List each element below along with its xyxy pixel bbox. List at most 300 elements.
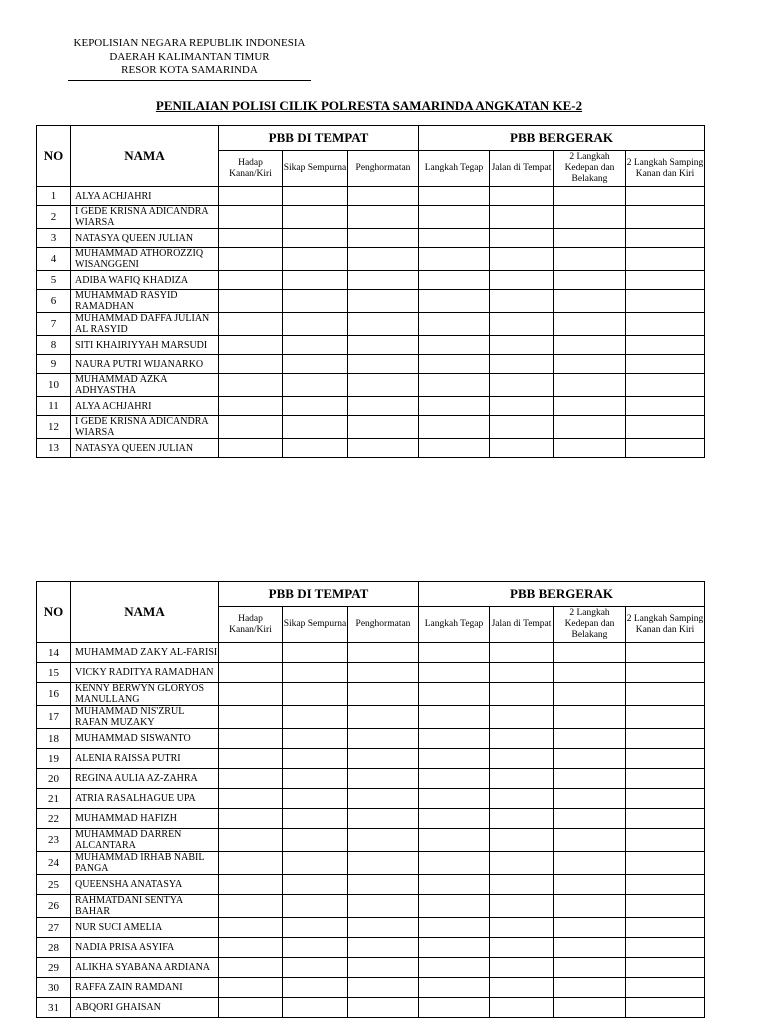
score-cell[interactable] — [554, 683, 626, 706]
score-cell[interactable] — [626, 683, 705, 706]
score-cell[interactable] — [490, 206, 554, 229]
score-cell[interactable] — [283, 683, 348, 706]
table-row — [37, 809, 705, 829]
score-cell[interactable] — [283, 769, 348, 789]
score-cell[interactable] — [554, 809, 626, 829]
score-cell[interactable] — [348, 749, 419, 769]
group-header-pbb-di-tempat: PBB DI TEMPAT — [219, 582, 419, 607]
table-row — [37, 852, 705, 875]
score-cell[interactable] — [348, 875, 419, 895]
score-cell[interactable] — [283, 313, 348, 336]
score-cell[interactable] — [626, 829, 705, 852]
score-cell[interactable] — [554, 643, 626, 663]
score-cell[interactable] — [283, 852, 348, 875]
score-cell[interactable] — [283, 958, 348, 978]
row-number: 29 — [37, 958, 71, 978]
score-cell[interactable] — [219, 749, 283, 769]
score-cell[interactable] — [348, 895, 419, 918]
row-number: 3 — [37, 229, 71, 248]
score-cell[interactable] — [283, 271, 348, 290]
score-cell[interactable] — [283, 206, 348, 229]
score-cell[interactable] — [490, 271, 554, 290]
row-number: 28 — [37, 938, 71, 958]
score-cell[interactable] — [283, 248, 348, 271]
row-number: 24 — [37, 852, 71, 875]
student-name: ABQORI GHAISAN — [71, 998, 219, 1018]
score-cell[interactable] — [626, 769, 705, 789]
score-cell[interactable] — [554, 229, 626, 248]
score-cell[interactable] — [490, 683, 554, 706]
subheader-langkah-tegap: Langkah Tegap — [419, 607, 490, 643]
score-cell[interactable] — [219, 439, 283, 458]
score-cell[interactable] — [219, 248, 283, 271]
score-cell[interactable] — [219, 978, 283, 998]
score-cell[interactable] — [554, 355, 626, 374]
score-cell[interactable] — [283, 829, 348, 852]
score-cell[interactable] — [419, 809, 490, 829]
subheader-sikap-sempurna: Sikap Sempurna — [283, 151, 348, 187]
score-cell[interactable] — [490, 938, 554, 958]
student-name: MUHAMMAD HAFIZH — [71, 809, 219, 829]
score-cell[interactable] — [626, 895, 705, 918]
score-cell[interactable] — [419, 397, 490, 416]
score-cell[interactable] — [219, 271, 283, 290]
score-cell[interactable] — [626, 336, 705, 355]
row-number: 4 — [37, 248, 71, 271]
score-cell[interactable] — [419, 895, 490, 918]
score-cell[interactable] — [219, 206, 283, 229]
score-cell[interactable] — [219, 706, 283, 729]
letterhead-line-1: KEPOLISIAN NEGARA REPUBLIK INDONESIA — [73, 37, 306, 49]
score-cell[interactable] — [554, 374, 626, 397]
row-number: 11 — [37, 397, 71, 416]
score-cell[interactable] — [219, 789, 283, 809]
student-name: NAURA PUTRI WIJANARKO — [71, 355, 219, 374]
row-number: 5 — [37, 271, 71, 290]
score-cell[interactable] — [554, 829, 626, 852]
score-cell[interactable] — [626, 643, 705, 663]
score-cell[interactable] — [348, 829, 419, 852]
score-cell[interactable] — [626, 313, 705, 336]
score-cell[interactable] — [419, 875, 490, 895]
score-cell[interactable] — [219, 809, 283, 829]
score-cell[interactable] — [490, 789, 554, 809]
score-cell[interactable] — [626, 416, 705, 439]
score-cell[interactable] — [626, 374, 705, 397]
score-cell[interactable] — [283, 290, 348, 313]
student-name: ALIKHA SYABANA ARDIANA — [71, 958, 219, 978]
student-name: MUHAMMAD ZAKY AL-FARISI — [71, 643, 219, 663]
score-cell[interactable] — [419, 769, 490, 789]
score-cell[interactable] — [419, 938, 490, 958]
score-cell[interactable] — [490, 663, 554, 683]
letterhead-line-2: DAERAH KALIMANTAN TIMUR — [109, 50, 270, 63]
score-cell[interactable] — [219, 229, 283, 248]
score-cell[interactable] — [626, 918, 705, 938]
score-cell[interactable] — [219, 290, 283, 313]
score-cell[interactable] — [348, 271, 419, 290]
score-cell[interactable] — [490, 416, 554, 439]
row-number: 8 — [37, 336, 71, 355]
score-cell[interactable] — [348, 663, 419, 683]
score-cell[interactable] — [554, 978, 626, 998]
score-cell[interactable] — [554, 749, 626, 769]
student-name: ATRIA RASALHAGUE UPA — [71, 789, 219, 809]
student-name: VICKY RADITYA RAMADHAN — [71, 663, 219, 683]
score-cell[interactable] — [419, 643, 490, 663]
score-cell[interactable] — [283, 187, 348, 206]
score-cell[interactable] — [283, 729, 348, 749]
score-cell[interactable] — [419, 729, 490, 749]
score-cell[interactable] — [490, 958, 554, 978]
score-cell[interactable] — [348, 852, 419, 875]
row-number: 27 — [37, 918, 71, 938]
score-cell[interactable] — [490, 809, 554, 829]
score-cell[interactable] — [419, 958, 490, 978]
score-cell[interactable] — [283, 397, 348, 416]
score-cell[interactable] — [419, 829, 490, 852]
score-cell[interactable] — [283, 938, 348, 958]
subheader-jalan-di-tempat: Jalan di Tempat — [490, 151, 554, 187]
student-name: I GEDE KRISNA ADICANDRA WIARSA — [71, 206, 219, 229]
score-cell[interactable] — [490, 187, 554, 206]
score-cell[interactable] — [554, 852, 626, 875]
score-cell[interactable] — [626, 248, 705, 271]
score-cell[interactable] — [554, 290, 626, 313]
score-cell[interactable] — [419, 749, 490, 769]
score-cell[interactable] — [490, 229, 554, 248]
subheader-2-langkah-samping: 2 Langkah Samping Kanan dan Kiri — [626, 151, 705, 187]
student-name: KENNY BERWYN GLORYOS MANULLANG — [71, 683, 219, 706]
score-cell[interactable] — [419, 439, 490, 458]
score-cell[interactable] — [283, 998, 348, 1018]
score-cell[interactable] — [419, 789, 490, 809]
score-cell[interactable] — [626, 852, 705, 875]
score-cell[interactable] — [348, 290, 419, 313]
score-cell[interactable] — [419, 852, 490, 875]
table-row — [37, 397, 705, 416]
table-row — [37, 663, 705, 683]
score-cell[interactable] — [219, 683, 283, 706]
score-cell[interactable] — [626, 809, 705, 829]
score-cell[interactable] — [219, 187, 283, 206]
score-cell[interactable] — [283, 336, 348, 355]
score-cell[interactable] — [419, 998, 490, 1018]
score-cell[interactable] — [419, 706, 490, 729]
row-number: 9 — [37, 355, 71, 374]
row-number: 26 — [37, 895, 71, 918]
score-cell[interactable] — [490, 769, 554, 789]
score-cell[interactable] — [219, 374, 283, 397]
student-name: QUEENSHA ANATASYA — [71, 875, 219, 895]
score-cell[interactable] — [219, 829, 283, 852]
score-cell[interactable] — [626, 439, 705, 458]
score-cell[interactable] — [219, 958, 283, 978]
score-cell[interactable] — [348, 206, 419, 229]
score-cell[interactable] — [348, 769, 419, 789]
score-cell[interactable] — [283, 978, 348, 998]
group-header-pbb-bergerak: PBB BERGERAK — [419, 582, 705, 607]
score-cell[interactable] — [283, 416, 348, 439]
table-row — [37, 958, 705, 978]
score-cell[interactable] — [490, 313, 554, 336]
row-number: 20 — [37, 769, 71, 789]
student-name: NATASYA QUEEN JULIAN — [71, 439, 219, 458]
student-name: ALYA ACHJAHRI — [71, 397, 219, 416]
score-cell[interactable] — [219, 895, 283, 918]
score-cell[interactable] — [348, 809, 419, 829]
score-cell[interactable] — [626, 663, 705, 683]
score-cell[interactable] — [348, 313, 419, 336]
score-cell[interactable] — [348, 998, 419, 1018]
score-cell[interactable] — [490, 439, 554, 458]
score-cell[interactable] — [348, 918, 419, 938]
score-cell[interactable] — [419, 206, 490, 229]
score-cell[interactable] — [283, 374, 348, 397]
score-cell[interactable] — [283, 895, 348, 918]
score-cell[interactable] — [554, 663, 626, 683]
score-cell[interactable] — [626, 998, 705, 1018]
row-number: 22 — [37, 809, 71, 829]
table-row — [37, 938, 705, 958]
subheader-hadap-kanan-kiri: Hadap Kanan/Kiri — [219, 607, 283, 643]
score-cell[interactable] — [348, 374, 419, 397]
score-cell[interactable] — [219, 643, 283, 663]
score-cell[interactable] — [348, 248, 419, 271]
table-row — [37, 355, 705, 374]
document-title: PENILAIAN POLISI CILIK POLRESTA SAMARINDA ANGKATAN KE-2 — [155, 98, 583, 113]
score-cell[interactable] — [554, 895, 626, 918]
score-cell[interactable] — [348, 643, 419, 663]
table-row — [37, 978, 705, 998]
table-row — [37, 271, 705, 290]
row-number: 2 — [37, 206, 71, 229]
table-row — [37, 789, 705, 809]
subheader-sikap-sempurna: Sikap Sempurna — [283, 607, 348, 643]
score-cell[interactable] — [554, 439, 626, 458]
score-cell[interactable] — [348, 683, 419, 706]
score-cell[interactable] — [419, 918, 490, 938]
row-number: 7 — [37, 313, 71, 336]
student-name: ALYA ACHJAHRI — [71, 187, 219, 206]
score-cell[interactable] — [283, 749, 348, 769]
score-cell[interactable] — [348, 706, 419, 729]
score-cell[interactable] — [490, 290, 554, 313]
score-cell[interactable] — [219, 998, 283, 1018]
score-cell[interactable] — [283, 809, 348, 829]
score-cell[interactable] — [283, 918, 348, 938]
letterhead-line-3: RESOR KOTA SAMARINDA — [121, 64, 258, 76]
score-cell[interactable] — [219, 355, 283, 374]
student-name: NADIA PRISA ASYIFA — [71, 938, 219, 958]
score-cell[interactable] — [348, 958, 419, 978]
row-number: 30 — [37, 978, 71, 998]
score-cell[interactable] — [419, 663, 490, 683]
score-cell[interactable] — [283, 643, 348, 663]
score-cell[interactable] — [490, 729, 554, 749]
score-cell[interactable] — [626, 729, 705, 749]
table-row — [37, 683, 705, 706]
student-name: MUHAMMAD RASYID RAMADHAN — [71, 290, 219, 313]
score-cell[interactable] — [554, 706, 626, 729]
score-cell[interactable] — [554, 416, 626, 439]
score-cell[interactable] — [419, 313, 490, 336]
row-number: 21 — [37, 789, 71, 809]
score-cell[interactable] — [554, 998, 626, 1018]
score-cell[interactable] — [219, 918, 283, 938]
score-cell[interactable] — [490, 829, 554, 852]
score-cell[interactable] — [219, 336, 283, 355]
table-row — [37, 229, 705, 248]
score-cell[interactable] — [348, 355, 419, 374]
score-cell[interactable] — [490, 895, 554, 918]
score-cell[interactable] — [554, 938, 626, 958]
table-row — [37, 187, 705, 206]
score-cell[interactable] — [419, 416, 490, 439]
score-cell[interactable] — [554, 958, 626, 978]
score-cell[interactable] — [283, 439, 348, 458]
group-header-pbb-di-tempat: PBB DI TEMPAT — [219, 126, 419, 151]
table-row — [37, 769, 705, 789]
score-cell[interactable] — [490, 875, 554, 895]
table-row — [37, 998, 705, 1018]
subheader-hadap-kanan-kiri: Hadap Kanan/Kiri — [219, 151, 283, 187]
score-cell[interactable] — [626, 706, 705, 729]
score-cell[interactable] — [554, 248, 626, 271]
score-cell[interactable] — [490, 998, 554, 1018]
score-cell[interactable] — [626, 978, 705, 998]
subheader-2-langkah-kedepan-belakang: 2 Langkah Kedepan dan Belakang — [554, 151, 626, 187]
score-cell[interactable] — [554, 769, 626, 789]
student-name: MUHAMMAD DAFFA JULIAN AL RASYID — [71, 313, 219, 336]
score-cell[interactable] — [219, 729, 283, 749]
student-name: RAFFA ZAIN RAMDANI — [71, 978, 219, 998]
score-cell[interactable] — [626, 749, 705, 769]
score-cell[interactable] — [283, 229, 348, 248]
score-cell[interactable] — [626, 397, 705, 416]
score-cell[interactable] — [283, 706, 348, 729]
score-cell[interactable] — [348, 397, 419, 416]
score-cell[interactable] — [490, 248, 554, 271]
table-row — [37, 248, 705, 271]
score-cell[interactable] — [419, 271, 490, 290]
score-cell[interactable] — [626, 355, 705, 374]
student-name: MUHAMMAD NIS'ZRUL RAFAN MUZAKY — [71, 706, 219, 729]
score-cell[interactable] — [419, 336, 490, 355]
score-cell[interactable] — [219, 875, 283, 895]
score-cell[interactable] — [283, 789, 348, 809]
score-cell[interactable] — [419, 355, 490, 374]
row-number: 31 — [37, 998, 71, 1018]
score-cell[interactable] — [419, 248, 490, 271]
score-cell[interactable] — [490, 852, 554, 875]
score-cell[interactable] — [348, 416, 419, 439]
score-cell[interactable] — [554, 187, 626, 206]
score-cell[interactable] — [219, 769, 283, 789]
score-cell[interactable] — [490, 374, 554, 397]
score-cell[interactable] — [626, 187, 705, 206]
score-cell[interactable] — [419, 978, 490, 998]
score-cell[interactable] — [283, 875, 348, 895]
table-row — [37, 729, 705, 749]
score-cell[interactable] — [348, 938, 419, 958]
score-cell[interactable] — [626, 789, 705, 809]
score-cell[interactable] — [490, 978, 554, 998]
row-number: 15 — [37, 663, 71, 683]
row-number: 14 — [37, 643, 71, 663]
score-cell[interactable] — [348, 439, 419, 458]
score-cell[interactable] — [219, 663, 283, 683]
score-cell[interactable] — [348, 229, 419, 248]
row-number: 19 — [37, 749, 71, 769]
student-name: ADIBA WAFIQ KHADIZA — [71, 271, 219, 290]
row-number: 17 — [37, 706, 71, 729]
score-cell[interactable] — [283, 355, 348, 374]
score-cell[interactable] — [419, 374, 490, 397]
score-cell[interactable] — [419, 187, 490, 206]
score-cell[interactable] — [554, 336, 626, 355]
score-cell[interactable] — [219, 416, 283, 439]
score-cell[interactable] — [626, 271, 705, 290]
subheader-2-langkah-samping: 2 Langkah Samping Kanan dan Kiri — [626, 607, 705, 643]
score-cell[interactable] — [554, 271, 626, 290]
score-cell[interactable] — [626, 875, 705, 895]
score-cell[interactable] — [626, 290, 705, 313]
score-cell[interactable] — [348, 187, 419, 206]
score-cell[interactable] — [490, 355, 554, 374]
letterhead — [68, 37, 311, 81]
score-cell[interactable] — [554, 789, 626, 809]
score-cell[interactable] — [490, 918, 554, 938]
score-cell[interactable] — [626, 938, 705, 958]
score-cell[interactable] — [490, 749, 554, 769]
score-cell[interactable] — [554, 397, 626, 416]
student-name: MUHAMMAD DARREN ALCANTARA — [71, 829, 219, 852]
score-cell[interactable] — [348, 336, 419, 355]
score-cell[interactable] — [419, 683, 490, 706]
score-cell[interactable] — [419, 229, 490, 248]
score-cell[interactable] — [219, 313, 283, 336]
score-cell[interactable] — [554, 313, 626, 336]
score-cell[interactable] — [554, 729, 626, 749]
score-cell[interactable] — [348, 789, 419, 809]
score-cell[interactable] — [490, 397, 554, 416]
score-cell[interactable] — [348, 978, 419, 998]
score-cell[interactable] — [283, 663, 348, 683]
score-cell[interactable] — [626, 206, 705, 229]
table-row — [37, 290, 705, 313]
score-cell[interactable] — [219, 397, 283, 416]
score-cell[interactable] — [490, 336, 554, 355]
score-cell[interactable] — [219, 852, 283, 875]
student-name: MUHAMMAD SISWANTO — [71, 729, 219, 749]
score-cell[interactable] — [490, 643, 554, 663]
score-cell[interactable] — [348, 729, 419, 749]
score-cell[interactable] — [626, 229, 705, 248]
subheader-2-langkah-kedepan-belakang: 2 Langkah Kedepan dan Belakang — [554, 607, 626, 643]
score-cell[interactable] — [554, 918, 626, 938]
score-cell[interactable] — [219, 938, 283, 958]
score-cell[interactable] — [554, 206, 626, 229]
row-number: 23 — [37, 829, 71, 852]
table-row — [37, 749, 705, 769]
subheader-penghormatan: Penghormatan — [348, 607, 419, 643]
table-row — [37, 416, 705, 439]
score-cell[interactable] — [490, 706, 554, 729]
score-cell[interactable] — [554, 875, 626, 895]
score-cell[interactable] — [626, 958, 705, 978]
score-cell[interactable] — [419, 290, 490, 313]
